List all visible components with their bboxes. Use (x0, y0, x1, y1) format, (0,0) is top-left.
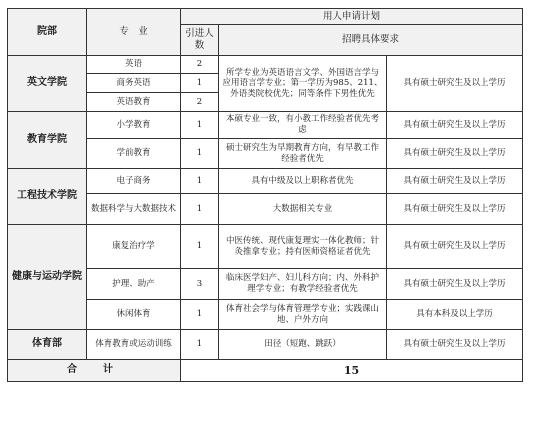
degree-requirement-cell: 具有硕士研究生及以上学历 (387, 169, 523, 194)
major-requirement-cell: 本硕专业一致，有小教工作经验者优先考虑 (219, 112, 387, 139)
major-requirement-cell: 临床医学妇产、妇儿科方向；内、外科护理学专业；有教学经验者优先 (219, 269, 387, 300)
major-requirement-cell: 田径（短跑、跳跃） (219, 330, 387, 360)
table-row (8, 56, 523, 74)
major-cell: 数据科学与大数据技术 (87, 194, 181, 225)
count-cell: 2 (181, 56, 219, 74)
count-cell: 2 (181, 93, 219, 112)
college-cell: 工程技术学院 (8, 169, 87, 225)
count-cell: 1 (181, 330, 219, 360)
count-cell: 1 (181, 139, 219, 169)
total-value: 15 (181, 360, 523, 382)
degree-requirement-cell: 具有硕士研究生及以上学历 (387, 112, 523, 139)
table-row (8, 169, 523, 194)
major-cell: 学前教育 (87, 139, 181, 169)
table-row (8, 225, 523, 269)
major-cell: 休闲体育 (87, 300, 181, 330)
header-college: 院部 (8, 9, 87, 56)
count-cell: 1 (181, 74, 219, 93)
header-major: 专 业 (87, 9, 181, 56)
major-requirement-cell: 具有中级及以上职称者优先 (219, 169, 387, 194)
major-requirement-cell: 硕士研究生为早期教育方向，有早教工作经验者优先 (219, 139, 387, 169)
major-cell: 商务英语 (87, 74, 181, 93)
major-requirement-cell: 中医传统、现代康复理实一体化教师；针灸推拿专业；持有医师资格证者优先 (219, 225, 387, 269)
college-cell: 健康与运动学院 (8, 225, 87, 330)
table-row (8, 112, 523, 139)
header-plan-title: 用人申请计划 (181, 9, 523, 25)
major-requirement-cell: 体育社会学与体育管理学专业；实践课山地、户外方向 (219, 300, 387, 330)
degree-requirement-cell: 具有硕士研究生及以上学历 (387, 194, 523, 225)
count-cell: 3 (181, 269, 219, 300)
degree-requirement-cell: 具有硕士研究生及以上学历 (387, 139, 523, 169)
header-count: 引进人数 (181, 25, 219, 56)
degree-requirement-cell: 具有硕士研究生及以上学历 (387, 330, 523, 360)
count-cell: 1 (181, 169, 219, 194)
college-cell: 教育学院 (8, 112, 87, 169)
header-requirements: 招聘具体要求 (219, 25, 523, 56)
count-cell: 1 (181, 300, 219, 330)
major-cell: 英语 (87, 56, 181, 74)
degree-requirement-cell: 具有硕士研究生及以上学历 (387, 269, 523, 300)
header-row-1 (8, 9, 523, 25)
count-cell: 1 (181, 225, 219, 269)
total-label: 合 计 (8, 360, 181, 382)
college-cell: 体育部 (8, 330, 87, 360)
major-cell: 康复治疗学 (87, 225, 181, 269)
major-cell: 电子商务 (87, 169, 181, 194)
major-cell: 护理、助产 (87, 269, 181, 300)
major-requirement-cell: 大数据相关专业 (219, 194, 387, 225)
count-cell: 1 (181, 194, 219, 225)
major-cell: 英语教育 (87, 93, 181, 112)
recruitment-plan-table (7, 8, 523, 382)
degree-requirement-cell: 具有本科及以上学历 (387, 300, 523, 330)
count-cell: 1 (181, 112, 219, 139)
major-cell: 小学教育 (87, 112, 181, 139)
major-cell: 体育教育或运动训练 (87, 330, 181, 360)
degree-requirement-cell: 具有硕士研究生及以上学历 (387, 56, 523, 112)
college-cell: 英文学院 (8, 56, 87, 112)
total-row (8, 360, 523, 382)
degree-requirement-cell: 具有硕士研究生及以上学历 (387, 225, 523, 269)
major-requirement-cell: 所学专业为英语语言文学、外国语言学与应用语言学专业；第一学历为985、211、外语类院校优先；同等条件下男性优先 (219, 56, 387, 112)
recruitment-plan-table-wrapper (7, 8, 523, 382)
table-row (8, 330, 523, 360)
